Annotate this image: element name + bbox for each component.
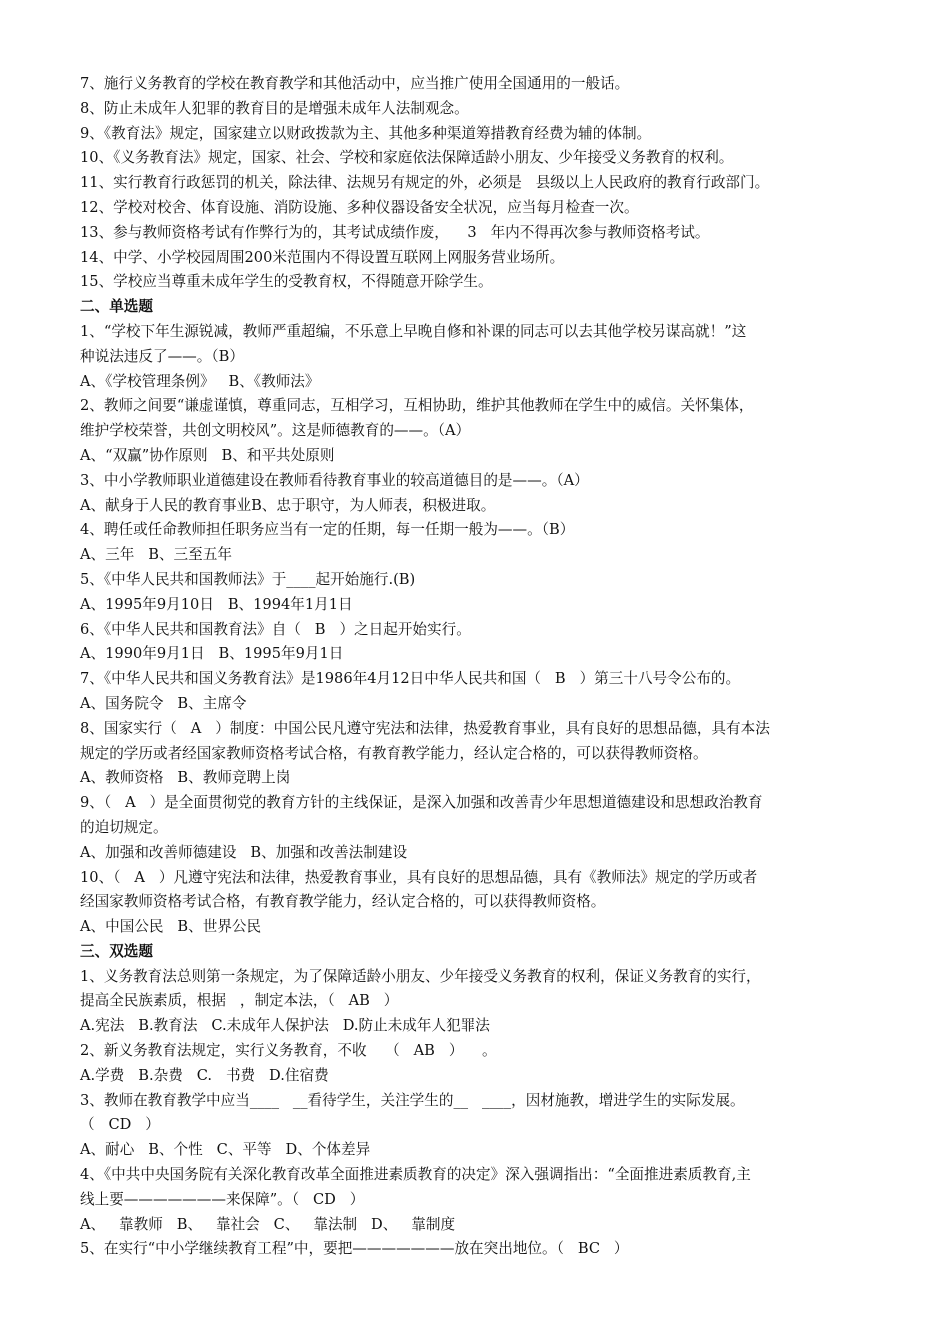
text-line: A.宪法 B.教育法 C.未成年人保护法 D.防止未成年人犯罪法: [80, 1017, 490, 1035]
document-page: [80, 72, 880, 1262]
text-line: 10、（ A ）凡遵守宪法和法律，热爱教育事业，具有良好的思想品德，具有《教师法》规定的学历或者: [80, 868, 758, 886]
text-line: 5、《中华人民共和国教师法》于____起开始施行.(B): [80, 570, 416, 588]
text-line: 2、教师之间要“谦虚谨慎，尊重同志，互相学习，互相协助，维护其他教师在学生中的威信。关怀集体，: [80, 397, 754, 415]
text-line: A、国务院令 B、主席令: [80, 694, 247, 712]
text-line: A、耐心 B、个性 C、平等 D、个体差异: [80, 1141, 371, 1159]
text-line: 15、学校应当尊重未成年学生的受教育权，不得随意开除学生。: [80, 273, 493, 291]
text-line: 经国家教师资格考试合格，有教育教学能力，经认定合格的，可以获得教师资格。: [80, 893, 606, 911]
text-line: 14、中学、小学校园周围200米范围内不得设置互联网上网服务营业场所。: [80, 248, 565, 266]
text-line: 9、《教育法》规定，国家建立以财政拨款为主、其他多种渠道筹措教育经费为辅的体制。: [80, 124, 652, 142]
text-line: 维护学校荣誉，共创文明校风”。这是师德教育的——。（A）: [80, 422, 471, 440]
text-line: 4、聘任或任命教师担任职务应当有一定的任期，每一任期一般为——。（B）: [80, 521, 575, 539]
text-line: 5、在实行“中小学继续教育工程”中，要把———————放在突出地位。（ BC ）: [80, 1240, 629, 1258]
text-line: 线上要———————来保障”。（ CD ）: [80, 1190, 365, 1208]
text-line: 1、义务教育法总则第一条规定，为了保障适龄小朋友、少年接受义务教育的权利，保证义务教育的实行，: [80, 967, 761, 985]
text-line: A、教师资格 B、教师竞聘上岗: [80, 769, 291, 787]
text-line: 11、实行教育行政惩罚的机关，除法律、法规另有规定的外，必须是 县级以上人民政府的教育行政部门。: [80, 174, 770, 192]
text-line: A、三年 B、三至五年: [80, 546, 232, 564]
text-line: A、 靠教师 B、 靠社会 C、 靠法制 D、 靠制度: [80, 1215, 456, 1233]
section-heading: 三、双选题: [80, 942, 153, 960]
text-line: A.学费 B.杂费 C. 书费 D.住宿费: [80, 1066, 329, 1084]
text-line: 9、（ A ）是全面贯彻党的教育方针的主线保证，是深入加强和改善青少年思想道德建设和思想政治教育: [80, 794, 763, 812]
text-line: 7、施行义务教育的学校在教育教学和其他活动中，应当推广使用全国通用的一般话。: [80, 75, 630, 92]
text-line: 规定的学历或者经国家教师资格考试合格，有教育教学能力，经认定合格的，可以获得教师资格。: [80, 744, 708, 762]
text-line: 12、学校对校舍、体育设施、消防设施、多种仪器设备安全状况，应当每月检查一次。: [80, 198, 639, 216]
text-line: A、加强和改善师德建设 B、加强和改善法制建设: [80, 843, 408, 861]
text-line: 2、新义务教育法规定，实行义务教育，不收 （ AB ） 。: [80, 1042, 497, 1060]
text-line: 13、参与教师资格考试有作弊行为的，其考试成绩作废， 3 年内不得再次参与教师资格考试。: [80, 223, 710, 241]
text-line: （ CD ）: [80, 1116, 160, 1134]
text-line: A、中国公民 B、世界公民: [80, 918, 262, 936]
text-line: 提高全民族素质，根据 ，制定本法，（ AB ）: [80, 992, 399, 1010]
text-line: 种说法违反了——。（B）: [80, 347, 244, 365]
text-line: 7、《中华人民共和国义务教育法》是1986年4月12日中华人民共和国（ B ）第三十八号令公布的。: [80, 670, 741, 688]
text-line: A、1995年9月10日 B、1994年1月1日: [80, 595, 353, 613]
text-line: A、1990年9月1日 B、1995年9月1日: [80, 645, 344, 663]
text-line: 4、《中共中央国务院有关深化教育改革全面推进素质教育的决定》深入强调指出：“全面推进素质教育,主: [80, 1166, 751, 1184]
text-line: 10、《义务教育法》规定，国家、社会、学校和家庭依法保障适龄小朋友、少年接受义务教育的权利。: [80, 149, 734, 167]
text-line: 3、教师在教育教学中应当____ __看待学生，关注学生的__ ____，因材施教，增进学生的实际发展。: [80, 1091, 745, 1109]
text-line: 的迫切规定。: [80, 818, 168, 836]
text-line: 1、“学校下年生源锐减，教师严重超编，不乐意上早晚自修和补课的同志可以去其他学校另谋高就！”这: [80, 322, 747, 340]
section-heading: 二、单选题: [80, 298, 153, 316]
text-line: A、《学校管理条例》 B、《教师法》: [80, 372, 320, 390]
text-line: 8、国家实行（ A ）制度：中国公民凡遵守宪法和法律，热爱教育事业，具有良好的思想品德，具有本法: [80, 719, 770, 737]
text-line: 6、《中华人民共和国教育法》自（ B ）之日起开始实行。: [80, 620, 471, 638]
text-line: 3、中小学教师职业道德建设在教师看待教育事业的较高道德目的是——。（A）: [80, 471, 589, 489]
text-line: A、献身于人民的教育事业B、忠于职守，为人师表，积极进取。: [80, 496, 496, 514]
text-line: A、“双赢”协作原则 B、和平共处原则: [80, 446, 335, 464]
text-line: 8、防止未成年人犯罪的教育目的是增强未成年人法制观念。: [80, 99, 469, 117]
